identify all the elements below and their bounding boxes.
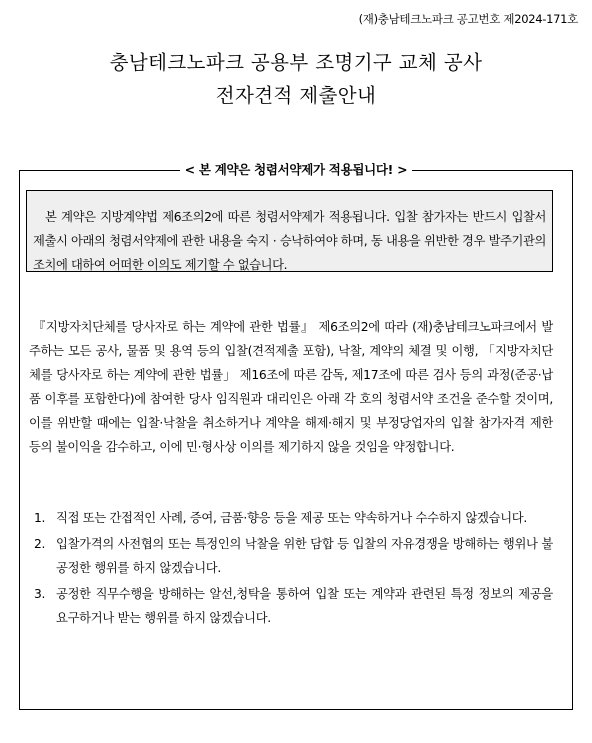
frame-caption-text: < 본 계약은 청렴서약제가 적용됩니다! > <box>180 162 413 177</box>
title-line-2: 전자견적 제출안내 <box>215 84 377 107</box>
page-title <box>0 46 592 112</box>
item-text: 공정한 직무수행을 방해하는 알선,청탁을 통하여 입찰 또는 계약과 관련된 특정 정보의 제공을 요구하거나 받는 행위를 하지 않겠습니다. <box>56 587 553 625</box>
list-item <box>34 506 553 530</box>
pledge-items-list <box>34 506 553 632</box>
notice-number: (재)충남테크노파크 공고번호 제2024-171호 <box>358 12 578 26</box>
item-text: 직접 또는 간접적인 사례, 증여, 금품·향응 등을 제공 또는 약속하거나 수수하지 않겠습니다. <box>56 511 527 525</box>
pledge-paragraph <box>29 315 553 459</box>
intro-notice-box <box>26 190 553 272</box>
title-line-1: 충남테크노파크 공용부 조명기구 교체 공사 <box>109 51 483 74</box>
list-item <box>34 532 553 580</box>
intro-notice-text: 본 계약은 지방계약법 제6조의2에 따른 청렴서약제가 적용됩니다. 입찰 참가자는 반드시 입찰서 제출시 아래의 청렴서약제에 관한 내용을 숙지 · 승낙하여야 하며, 동 내용을 위반한 경우 발주기관의 조치에 대하여 어떠한 이의도 제기할 수 없습니다. <box>33 210 546 272</box>
list-item <box>34 582 553 630</box>
pledge-text: 『지방자치단체를 당사자로 하는 계약에 관한 법률』 제6조의2에 따라 (재)충남테크노파크에서 발주하는 모든 공사, 물품 및 용역 등의 입찰(견적제출 포함), 낙찰, 계약의 체결 및 이행, 「지방자치단체를 당사자로 하는 계약에 관한 법률」 제16조에 따른 감독, 제17조에 따른 검사 등의 과정(준공·납품 이후를 포함한다)에 참여한 당사 임직원과 대리인은 아래 각 호의 청렴서약 조건을 준수할 것이며, 이를 위반할 때에는 입찰·낙찰을 취소하거나 계약을 해제·해지 및 부정당업자의 입찰 참가자격 제한 등의 불이익을 감수하고, 이에 민·형사상 이의를 제기하지 않을 것임을 약정합니다. <box>29 320 553 454</box>
frame-caption <box>0 159 592 178</box>
item-text: 입찰가격의 사전협의 또는 특정인의 낙찰을 위한 담합 등 입찰의 자유경쟁을 방해하는 행위나 불공정한 행위를 하지 않겠습니다. <box>56 537 553 575</box>
item-number: 2. <box>34 537 46 551</box>
item-number: 1. <box>34 511 46 525</box>
item-number: 3. <box>34 587 46 601</box>
